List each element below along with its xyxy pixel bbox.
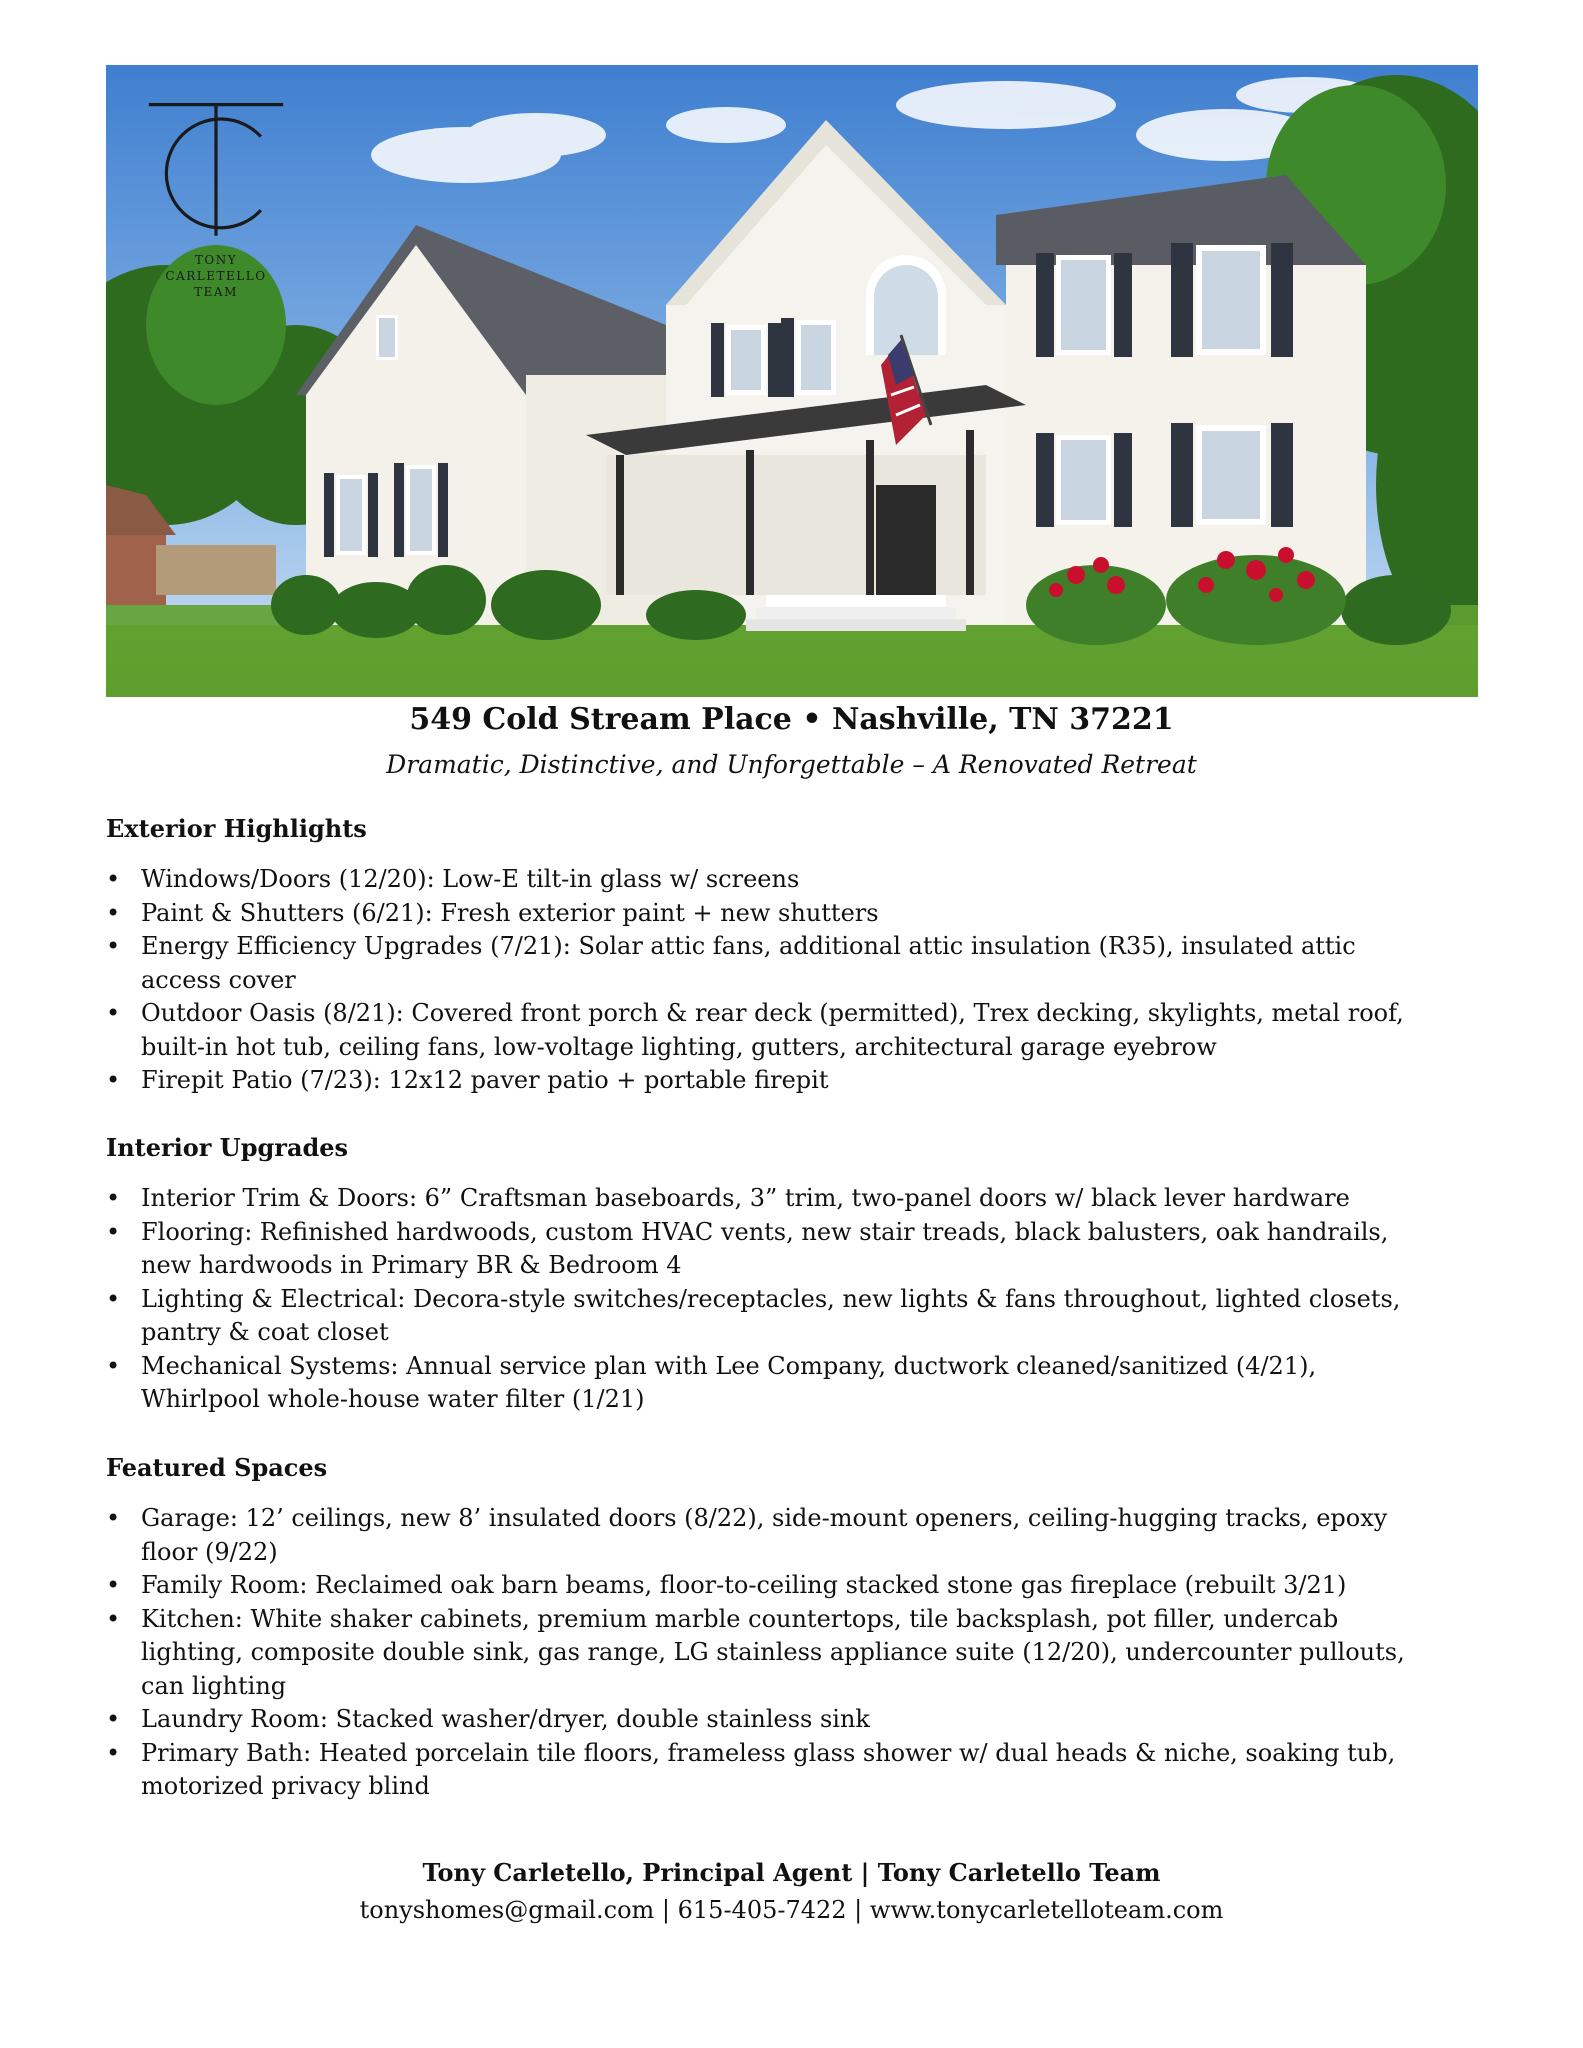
list-item: • Flooring: Refinished hardwoods, custom HVAC vents, new stair treads, black balusters, oak handrails, new hardwoods in Primary BR & Bedroom 4 [106,1216,1406,1283]
section-exterior-highlights [106,813,1406,1098]
house-photo-illustration [106,65,1478,697]
list-item: • Interior Trim & Doors: 6” Craftsman baseboards, 3” trim, two-panel doors w/ black lever hardware [106,1182,1406,1216]
bullet-list [106,1182,1406,1417]
list-item: • Laundry Room: Stacked washer/dryer, double stainless sink [106,1703,1406,1737]
logo-line-1: TONY [194,253,238,268]
section-featured-spaces [106,1452,1406,1804]
list-item: • Windows/Doors (12/20): Low-E tilt-in glass w/ screens [106,863,1406,897]
section-interior-upgrades [106,1132,1406,1417]
list-item: • Garage: 12’ ceilings, new 8’ insulated doors (8/22), side-mount openers, ceiling-hugging tracks, epoxy floor (9/22) [106,1502,1406,1569]
logo-line-2: CARLETELLO [165,269,267,284]
section-heading: Exterior Highlights [106,814,367,843]
list-item: • Primary Bath: Heated porcelain tile floors, frameless glass shower w/ dual heads & niche, soaking tub, motorized privacy blind [106,1737,1406,1804]
list-item: • Energy Efficiency Upgrades (7/21): Solar attic fans, additional attic insulation (R35), insulated attic access cover [106,930,1406,997]
list-item: • Mechanical Systems: Annual service plan with Lee Company, ductwork cleaned/sanitized (4/21), Whirlpool whole-house water filter (1/21) [106,1350,1406,1417]
agent-name-line: Tony Carletello, Principal Agent | Tony Carletello Team [422,1858,1161,1887]
section-heading: Interior Upgrades [106,1133,349,1162]
list-item: • Paint & Shutters (6/21): Fresh exterior paint + new shutters [106,897,1406,931]
logo-wordmark [136,252,296,300]
list-item: • Firepit Patio (7/23): 12x12 paver patio + portable firepit [106,1064,1406,1098]
bullet-list [106,863,1406,1098]
property-tagline: Dramatic, Distinctive, and Unforgettable – A Renovated Retreat [386,750,1197,779]
list-item: • Lighting & Electrical: Decora-style switches/receptacles, new lights & fans throughout, lighted closets, pantry & coat closet [106,1283,1406,1350]
house-photo [106,65,1478,697]
property-address: 549 Cold Stream Place • Nashville, TN 37221 [409,702,1174,737]
bullet-list [106,1502,1406,1804]
agent-contact-line: tonyshomes@gmail.com | 615-405-7422 | www.tonycarletelloteam.com [359,1896,1224,1924]
list-item: • Family Room: Reclaimed oak barn beams, floor-to-ceiling stacked stone gas fireplace (rebuilt 3/21) [106,1569,1406,1603]
list-item: • Kitchen: White shaker cabinets, premium marble countertops, tile backsplash, pot filler, undercab lighting, composite double sink, gas range, LG stainless appliance suite (12/20), undercounter pullouts, can lighting [106,1603,1406,1704]
team-logo [136,95,296,300]
section-heading: Featured Spaces [106,1453,328,1482]
tc-monogram-icon [136,95,296,242]
list-item: • Outdoor Oasis (8/21): Covered front porch & rear deck (permitted), Trex decking, skylights, metal roof, built-in hot tub, ceiling fans, low-voltage lighting, gutters, architectural garage eyebrow [106,997,1406,1064]
logo-line-3: TEAM [194,285,238,300]
